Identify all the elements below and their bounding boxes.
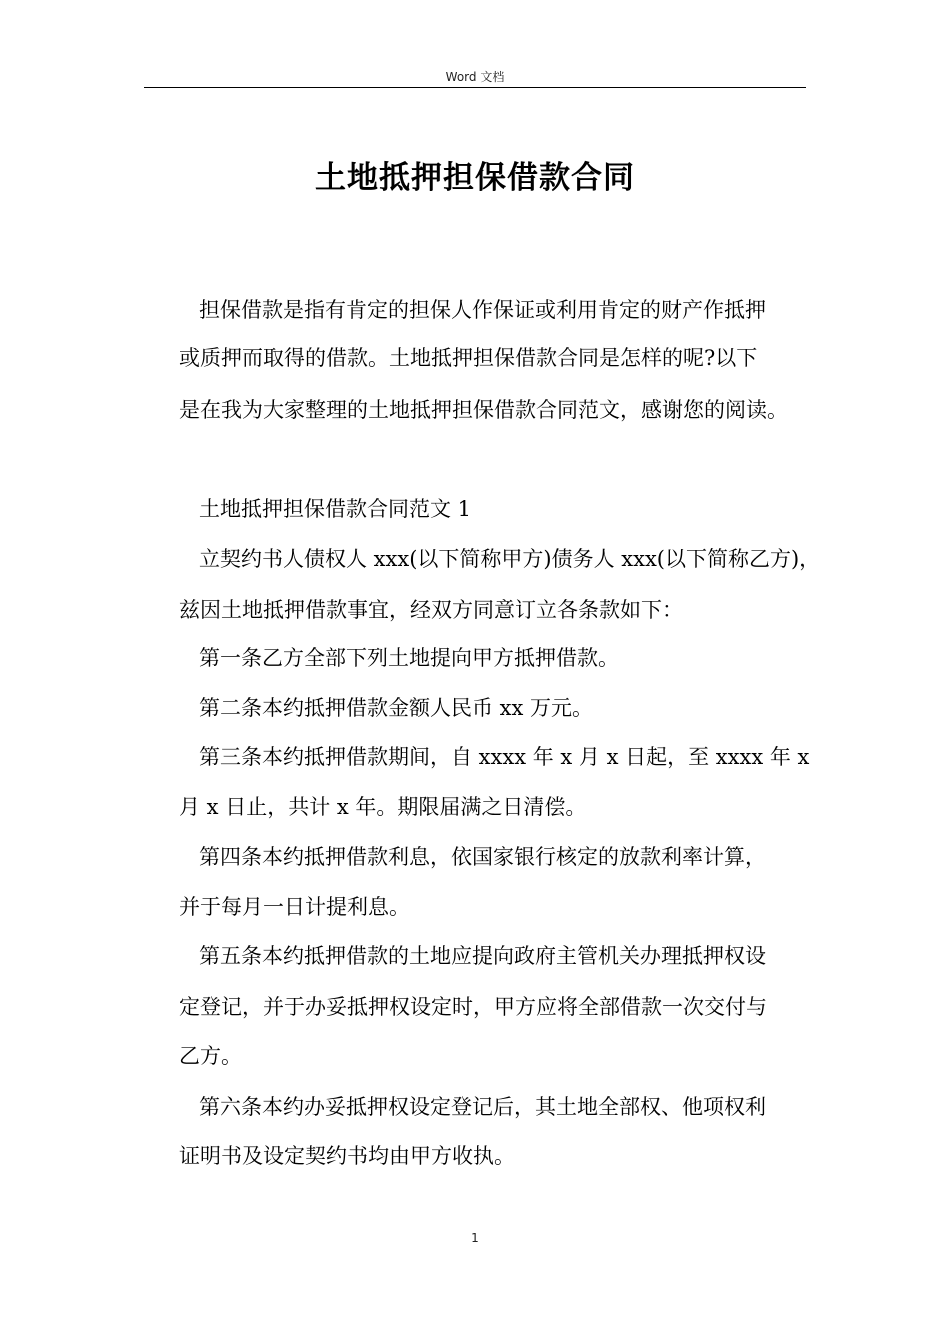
paragraph-line: 证明书及设定契约书均由甲方收执。 <box>179 1144 515 1168</box>
paragraph-line: 并于每月一日计提利息。 <box>179 895 410 919</box>
paragraph-line: 立契约书人债权人 xxx(以下简称甲方)债务人 xxx(以下简称乙方)， <box>199 547 821 571</box>
paragraph-line: 定登记，并于办妥抵押权设定时，甲方应将全部借款一次交付与 <box>179 995 767 1019</box>
paragraph-line: 第五条本约抵押借款的土地应提向政府主管机关办理抵押权设 <box>199 944 766 968</box>
paragraph-line: 第六条本约办妥抵押权设定登记后，其土地全部权、他项权利 <box>199 1095 766 1119</box>
document-title: 土地抵押担保借款合同 <box>315 160 635 196</box>
paragraph-line: 或质押而取得的借款。土地抵押担保借款合同是怎样的呢?以下 <box>179 346 758 370</box>
paragraph-line: 第二条本约抵押借款金额人民币 xx 万元。 <box>199 696 594 720</box>
paragraph-line: 乙方。 <box>179 1044 242 1068</box>
page-number: 1 <box>471 1231 479 1245</box>
paragraph-line: 担保借款是指有肯定的担保人作保证或利用肯定的财产作抵押 <box>199 298 766 322</box>
section-heading: 土地抵押担保借款合同范文 1 <box>199 497 472 521</box>
paragraph-line: 第一条乙方全部下列土地提向甲方抵押借款。 <box>199 646 619 670</box>
paragraph-line: 兹因土地抵押借款事宜，经双方同意订立各条款如下： <box>179 598 683 622</box>
paragraph-line: 月 x 日止，共计 x 年。期限届满之日清偿。 <box>179 795 587 819</box>
page-header-label: Word 文档 <box>445 70 505 84</box>
paragraph-line: 第三条本约抵押借款期间，自 xxxx 年 x 月 x 日起，至 xxxx 年 x <box>199 745 810 769</box>
header-divider <box>144 87 806 88</box>
paragraph-line: 第四条本约抵押借款利息，依国家银行核定的放款利率计算， <box>199 845 766 869</box>
paragraph-line: 是在我为大家整理的土地抵押担保借款合同范文，感谢您的阅读。 <box>179 398 788 422</box>
